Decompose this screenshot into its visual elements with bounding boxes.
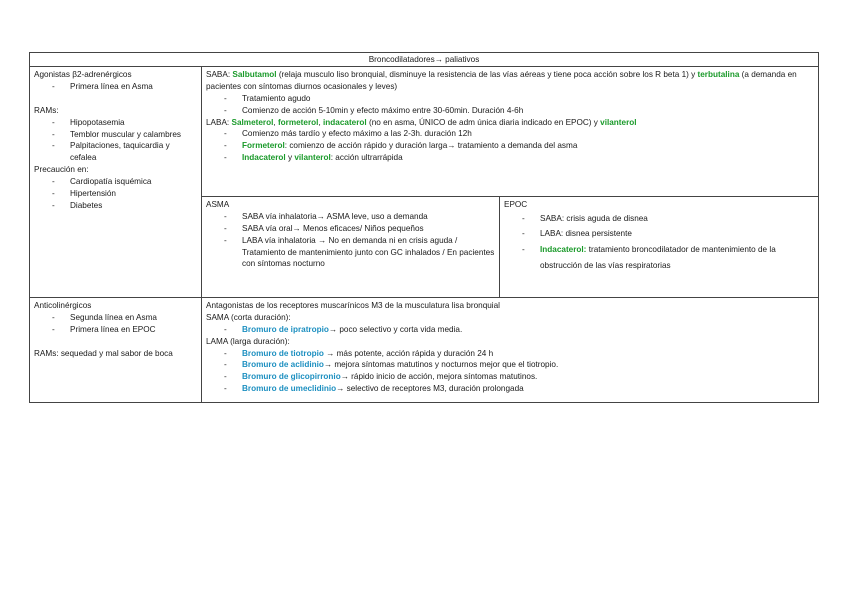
lama-heading: LAMA (larga duración): [206,336,290,346]
formeterol-term: formeterol [277,117,319,127]
laba-prefix: LABA: [206,117,232,127]
list-item [206,152,814,164]
list-item [206,348,814,360]
glicopirronio-term: Bromuro de glicopirronio [242,372,341,382]
list-item: - Temblor muscular y calambres [34,129,197,141]
list-item: - Hipopotasemia [34,117,197,129]
list-item [206,140,814,152]
sama-heading: SAMA (corta duración): [206,312,291,322]
item-text: tratamiento broncodilatador de mantenimiento de la obstrucción de las vías respiratorias [540,245,776,270]
list-item: - Tratamiento agudo [206,93,814,105]
aclidinio-term: Bromuro de aclidinio [242,360,324,370]
salmeterol-term: Salmeterol [231,117,274,127]
asma-cell [202,197,500,298]
vilanterol-term: vilanterol [600,117,637,127]
lama-list [206,348,814,396]
list-item: - Primera línea en Asma [34,81,197,93]
precaucion-list [34,176,197,212]
asma-heading: ASMA [206,200,230,209]
precaucion-heading: Precaución en: [34,165,89,175]
table-title: Broncodilatadores→ paliativos [30,53,818,67]
epoc-cell [500,197,818,298]
separator: , [273,117,278,127]
list-item: - SABA: crisis aguda de disnea [504,211,814,227]
saba-text: (relaja musculo liso bronquial, disminuye la resistencia de las vías aéreas y tiene poca acción sobre los R beta 1) y [276,70,698,79]
item-text: → rápido inicio de acción, mejora síntomas matutinos. [340,372,538,382]
item-text: → más potente, acción rápida y duración 24 h [323,348,494,358]
laba-text: (no en asma, ÚNICO de adm única diaria indicado en EPOC) y [366,117,601,127]
list-item: - SABA vía oral→ Menos eficaces/ Niños pequeños [206,223,495,235]
list-item: - Primera línea en EPOC [34,324,197,336]
list-item [206,324,814,336]
epoc-heading: EPOC [504,200,528,209]
saba-laba-cell [202,67,818,197]
list-item [206,371,814,383]
ipratropio-term: Bromuro de ipratropio [242,324,329,334]
list-item: - Diabetes [34,200,197,212]
list-item: - Cardiopatía isquémica [34,176,197,188]
agonistas-heading: Agonistas β2-adrenérgicos [34,70,132,79]
epoc-list [504,211,814,273]
indacaterol-term: indacaterol [323,117,367,127]
laba-paragraph [206,117,814,129]
list-item [206,383,814,395]
list-item: - Hipertensión [34,188,197,200]
saba-prefix: SABA: [206,70,233,79]
item-text: : acción ultrarrápida [330,153,403,163]
list-item: - Comienzo más tardío y efecto máximo a las 2-3h. duración 12h [206,128,814,140]
sama-list [206,324,814,336]
item-text: : comienzo de acción rápido y duración larga→ tratamiento a demanda del asma [284,141,578,151]
salbutamol-term: Salbutamol [232,70,277,79]
list-item [206,359,814,371]
tiotropio-term: Bromuro de tiotropio [242,348,324,358]
umeclidinio-term: Bromuro de umeclidinio [242,384,337,394]
anticolinergicos-heading: Anticolinérgicos [34,301,92,310]
item-text: → mejora síntomas matutinos y nocturnos mejor que el tiotropio. [323,360,559,370]
list-item [504,242,814,273]
muscarinicos-cell [202,298,818,402]
muscarinicos-heading: Antagonistas de los receptores muscarínicos M3 de la musculatura lisa bronquial [206,301,500,310]
anticolinergicos-list [34,312,197,336]
separator: , [318,117,323,127]
saba-list [206,93,814,117]
list-item: - LABA: disnea persistente [504,226,814,242]
vilanterol-term: vilanterol [294,153,331,163]
indacaterol-term: Indacaterol [242,153,286,163]
terbutalina-term: terbutalina [697,70,740,79]
laba-list [206,128,814,164]
saba-text: (a demanda en pacientes con síntomas diurnos ocasionales y leves) [206,70,797,91]
list-item: - Palpitaciones, taquicardia y cefalea [34,140,197,164]
formeterol-term: Formeterol [242,141,285,151]
list-item: - Segunda línea en Asma [34,312,197,324]
asma-list [206,211,495,270]
rams-list [34,117,197,165]
agonistas-cell [30,67,202,298]
list-item: - Comienzo de acción 5-10min y efecto máximo entre 30-60min. Duración 4-6h [206,105,814,117]
anticolinergicos-cell [30,298,202,402]
saba-paragraph [206,69,814,93]
indacaterol-term: Indacaterol: [540,245,587,255]
list-item: - SABA vía inhalatoria→ ASMA leve, uso a demanda [206,211,495,223]
item-text: y [285,153,295,163]
item-text: → selectivo de receptores M3, duración prolongada [336,384,524,394]
bronchodilator-table [29,52,819,403]
agonistas-list [34,81,197,93]
item-text: → poco selectivo y corta vida media. [328,324,463,334]
rams-heading: RAMs: [34,105,59,115]
anticolinergicos-rams: RAMs: sequedad y mal sabor de boca [34,348,173,358]
list-item: - LABA vía inhalatoria → No en demanda ni en crisis aguda / Tratamiento de mantenimiento junto con GC inhalados / En pacientes con síntomas nocturno [206,235,495,271]
